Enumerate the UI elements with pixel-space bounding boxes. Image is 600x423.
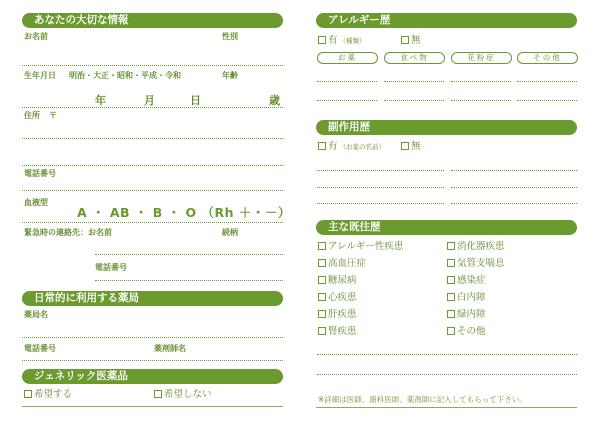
age-label: 年齢 bbox=[222, 71, 238, 80]
allergy-header: アレルギー歴 bbox=[316, 13, 577, 28]
history-item[interactable] bbox=[447, 275, 486, 287]
history-item[interactable] bbox=[318, 258, 366, 270]
history-label: 気管支喘息 bbox=[457, 258, 505, 269]
address-label: 住所 bbox=[24, 111, 40, 120]
allergy-pollen-line-2[interactable] bbox=[451, 100, 511, 101]
address-line-2[interactable] bbox=[22, 165, 283, 166]
day-unit: 日 bbox=[190, 94, 201, 107]
side-effect-line-1b[interactable] bbox=[451, 170, 577, 171]
history-label: その他 bbox=[457, 326, 486, 337]
phone-label: 電話番号 bbox=[24, 169, 56, 178]
postal-mark: 〒 bbox=[49, 111, 57, 120]
checkbox-box[interactable] bbox=[318, 310, 326, 318]
history-label: 心疾患 bbox=[328, 292, 357, 303]
checkbox-box[interactable] bbox=[318, 293, 326, 301]
history-item[interactable] bbox=[447, 241, 505, 253]
era-options: 明治・大正・昭和・平成・令和 bbox=[69, 71, 181, 80]
footnote-line bbox=[316, 407, 577, 408]
history-label: 高血圧症 bbox=[328, 258, 367, 269]
side-effect-no-label: 無 bbox=[411, 141, 421, 152]
checkbox-box[interactable] bbox=[447, 276, 455, 284]
pharmacy-name-label: 薬局名 bbox=[24, 310, 48, 319]
side-effect-header: 副作用歴 bbox=[316, 120, 577, 135]
history-label: 腎疾患 bbox=[328, 326, 357, 337]
emergency-phone-label: 電話番号 bbox=[95, 263, 127, 272]
allergy-medicine-line-2[interactable] bbox=[317, 100, 377, 101]
allergy-no-checkbox[interactable] bbox=[401, 35, 421, 47]
allergy-type-other: その他 bbox=[517, 52, 578, 64]
generic-yes-checkbox[interactable] bbox=[24, 389, 72, 401]
side-effect-line-2a[interactable] bbox=[317, 187, 444, 188]
allergy-medicine-line-1[interactable] bbox=[317, 81, 377, 82]
address-line-1[interactable] bbox=[22, 138, 283, 139]
side-effect-yes-label: 有 bbox=[328, 141, 338, 152]
year-unit: 年 bbox=[95, 94, 106, 107]
checkbox-box[interactable] bbox=[447, 293, 455, 301]
generic-no-label: 希望しない bbox=[164, 389, 212, 400]
history-item[interactable] bbox=[318, 326, 357, 338]
history-item[interactable] bbox=[447, 258, 505, 270]
allergy-type-pollen: 花粉症 bbox=[451, 52, 512, 64]
emergency-contact-label: 緊急時の連絡先：お名前 bbox=[24, 228, 112, 237]
history-item[interactable] bbox=[318, 275, 357, 287]
footnote: ※詳細は医師、歯科医師、薬剤師に記入してもらって下さい。 bbox=[318, 395, 527, 404]
allergy-other-line-1[interactable] bbox=[517, 81, 577, 82]
history-label: 消化器疾患 bbox=[457, 241, 505, 252]
history-item[interactable] bbox=[318, 241, 403, 253]
age-unit: 歳 bbox=[269, 94, 280, 107]
checkbox-box[interactable] bbox=[318, 276, 326, 284]
pharmacy-name-line[interactable] bbox=[22, 337, 283, 338]
history-detail-line-1[interactable] bbox=[317, 354, 577, 355]
side-effect-line-3b[interactable] bbox=[451, 203, 577, 204]
checkbox-box[interactable] bbox=[318, 259, 326, 267]
pharmacy-phone-line[interactable] bbox=[22, 360, 283, 361]
checkbox-box[interactable] bbox=[318, 327, 326, 335]
allergy-type-medicine: お薬 bbox=[317, 52, 378, 64]
allergy-yes-label: 有 bbox=[328, 35, 338, 46]
medical-history-header: 主な既往歴 bbox=[316, 220, 577, 235]
side-effect-no-checkbox[interactable] bbox=[401, 141, 421, 153]
allergy-pollen-line-1[interactable] bbox=[451, 81, 511, 82]
relation-label: 続柄 bbox=[222, 228, 238, 237]
checkbox-box[interactable] bbox=[154, 390, 162, 398]
blood-type-label: 血液型 bbox=[24, 198, 48, 207]
history-detail-line-2[interactable] bbox=[317, 374, 577, 375]
pharmacist-label: 薬剤師名 bbox=[154, 344, 186, 353]
history-label: 白内障 bbox=[457, 292, 486, 303]
history-label: アレルギー性疾患 bbox=[328, 241, 404, 252]
checkbox-box[interactable] bbox=[318, 36, 326, 44]
blood-type-line[interactable] bbox=[22, 222, 283, 223]
side-effect-line-1a[interactable] bbox=[317, 170, 444, 171]
checkbox-box[interactable] bbox=[401, 36, 409, 44]
month-unit: 月 bbox=[144, 94, 155, 107]
history-item[interactable] bbox=[318, 292, 357, 304]
history-item[interactable] bbox=[447, 292, 486, 304]
checkbox-box[interactable] bbox=[318, 142, 326, 150]
allergy-food-line-2[interactable] bbox=[384, 100, 444, 101]
checkbox-box[interactable] bbox=[447, 259, 455, 267]
allergy-yes-checkbox[interactable] bbox=[318, 35, 366, 47]
pharmacy-header: 日常的に利用する薬局 bbox=[22, 291, 283, 306]
side-effect-line-3a[interactable] bbox=[317, 203, 444, 204]
allergy-no-label: 無 bbox=[411, 35, 421, 46]
history-item[interactable] bbox=[447, 309, 486, 321]
allergy-food-line-1[interactable] bbox=[384, 81, 444, 82]
allergy-type-food: 食べ物 bbox=[384, 52, 445, 64]
pharmacy-phone-label: 電話番号 bbox=[24, 344, 56, 353]
history-label: 感染症 bbox=[457, 275, 486, 286]
generic-no-checkbox[interactable] bbox=[154, 389, 212, 401]
emergency-phone-line[interactable] bbox=[95, 280, 283, 281]
generic-drug-header: ジェネリック医薬品 bbox=[22, 369, 283, 384]
personal-info-header: あなたの大切な情報 bbox=[22, 13, 283, 28]
history-label: 糖尿病 bbox=[328, 275, 357, 286]
allergy-kind-note: （種類） bbox=[339, 37, 366, 45]
name-label: お名前 bbox=[24, 32, 48, 41]
birthdate-label: 生年月日 bbox=[24, 71, 56, 80]
side-effect-line-2b[interactable] bbox=[451, 187, 577, 188]
checkbox-box[interactable] bbox=[447, 310, 455, 318]
phone-line[interactable] bbox=[22, 190, 283, 191]
allergy-other-line-2[interactable] bbox=[517, 100, 577, 101]
generic-yes-label: 希望する bbox=[34, 389, 73, 400]
generic-line bbox=[22, 406, 283, 407]
history-item[interactable] bbox=[318, 309, 357, 321]
name-line[interactable] bbox=[22, 65, 283, 66]
checkbox-box[interactable] bbox=[401, 142, 409, 150]
side-effect-drug-note: （お薬の名前） bbox=[339, 143, 386, 151]
checkbox-box[interactable] bbox=[318, 242, 326, 250]
checkbox-box[interactable] bbox=[447, 327, 455, 335]
birthdate-line[interactable] bbox=[22, 107, 283, 108]
history-label: 肝疾患 bbox=[328, 309, 357, 320]
history-label: 緑内障 bbox=[457, 309, 486, 320]
checkbox-box[interactable] bbox=[24, 390, 32, 398]
blood-type-options: A ・ AB ・ B ・ O （Rh ＋・－） bbox=[77, 205, 291, 220]
gender-label: 性別 bbox=[222, 32, 238, 41]
emergency-name-line[interactable] bbox=[95, 254, 283, 255]
checkbox-box[interactable] bbox=[447, 242, 455, 250]
history-item[interactable] bbox=[447, 326, 486, 338]
side-effect-yes-checkbox[interactable] bbox=[318, 141, 385, 153]
